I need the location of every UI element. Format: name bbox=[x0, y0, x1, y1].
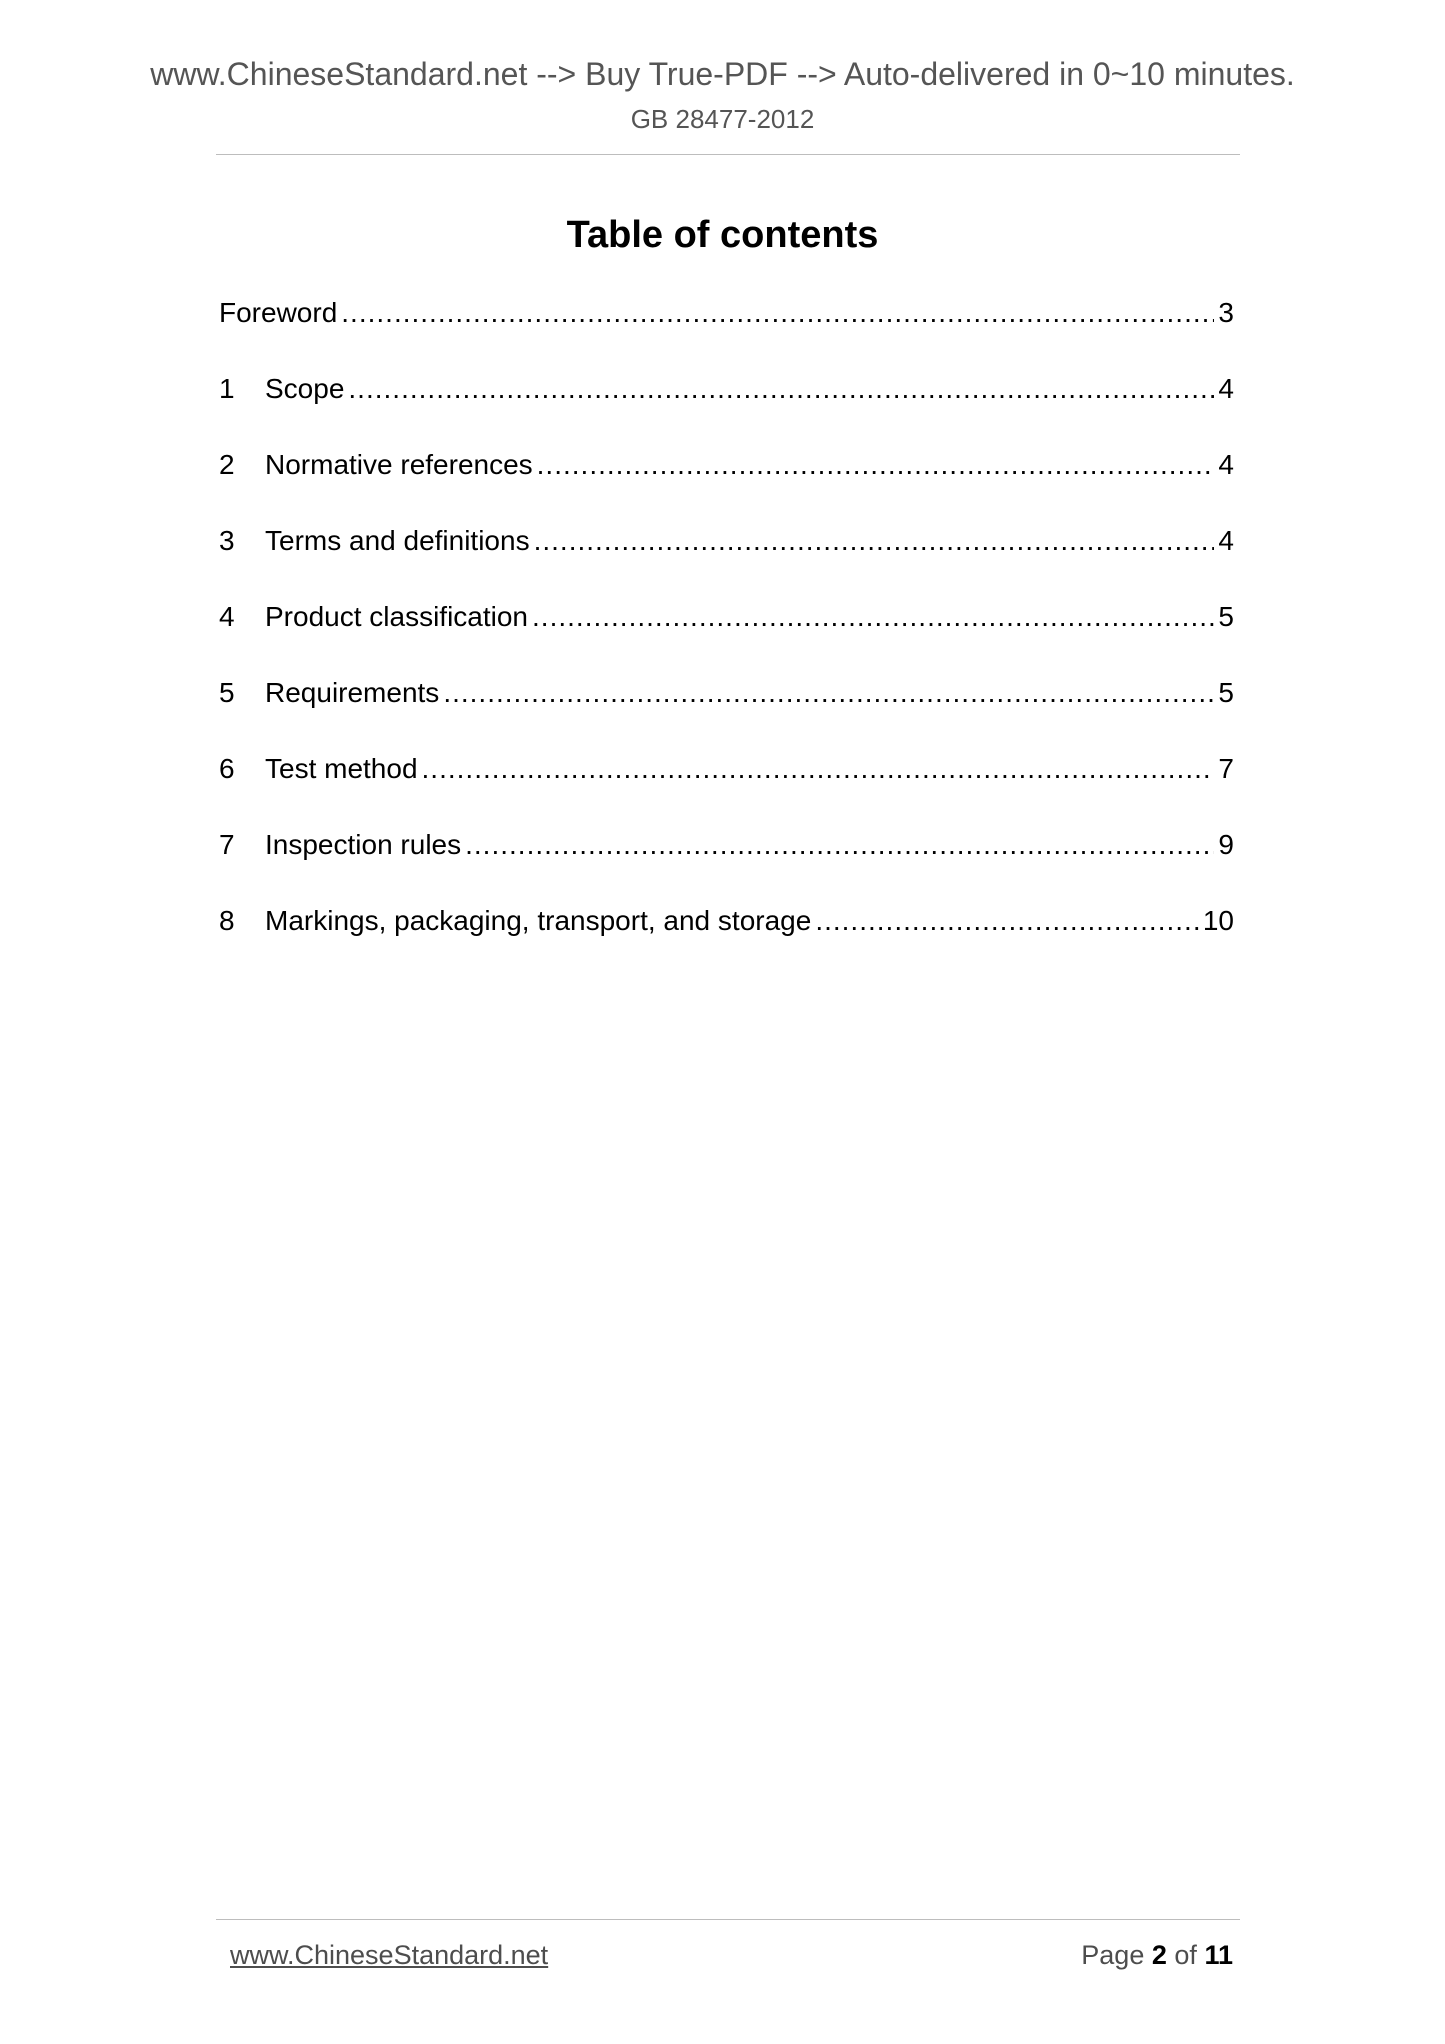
header-divider bbox=[216, 154, 1240, 155]
toc-leader-dots bbox=[534, 525, 1215, 557]
toc-entry-page: 9 bbox=[1218, 829, 1234, 860]
toc-entry-number: 3 bbox=[219, 525, 235, 556]
toc-entry-test-method[interactable] bbox=[219, 753, 1234, 793]
page-title: Table of contents bbox=[566, 214, 879, 256]
toc-leader-dots bbox=[815, 905, 1199, 937]
toc-entry-title: Foreword bbox=[219, 297, 338, 328]
toc-entry-title: Scope bbox=[265, 373, 345, 404]
toc-entry-page: 7 bbox=[1218, 753, 1234, 784]
toc-entry-number: 5 bbox=[219, 677, 235, 708]
page-label: Page bbox=[1081, 1940, 1145, 1970]
toc-leader-dots bbox=[443, 677, 1214, 709]
toc-leader-dots bbox=[341, 297, 1214, 329]
toc-entry-number: 1 bbox=[219, 373, 235, 404]
toc-entry-number: 6 bbox=[219, 753, 235, 784]
toc-leader-dots bbox=[348, 373, 1214, 405]
toc-entry-number: 8 bbox=[219, 905, 235, 936]
toc-entry-requirements[interactable] bbox=[219, 677, 1234, 717]
toc-entry-markings-packaging[interactable] bbox=[219, 905, 1234, 945]
toc-entry-page: 4 bbox=[1218, 373, 1234, 404]
toc-entry-foreword[interactable] bbox=[219, 297, 1234, 337]
toc-entry-page: 4 bbox=[1218, 525, 1234, 556]
toc-entry-title: Markings, packaging, transport, and storage bbox=[265, 905, 812, 936]
toc-leader-dots bbox=[532, 601, 1214, 633]
toc-entry-title: Inspection rules bbox=[265, 829, 462, 860]
toc-entry-title: Normative references bbox=[265, 449, 533, 480]
current-page: 2 bbox=[1151, 1940, 1167, 1970]
toc-entry-title: Product classification bbox=[265, 601, 529, 632]
header-banner: www.ChineseStandard.net --> Buy True-PDF --> Auto-delivered in 0~10 minutes. bbox=[150, 56, 1295, 92]
toc-leader-dots bbox=[465, 829, 1214, 861]
toc-entry-title: Test method bbox=[265, 753, 418, 784]
toc-entry-product-classification[interactable] bbox=[219, 601, 1234, 641]
toc-entry-scope[interactable] bbox=[219, 373, 1234, 413]
toc-entry-inspection-rules[interactable] bbox=[219, 829, 1234, 869]
toc-entry-number: 4 bbox=[219, 601, 235, 632]
toc-entry-terms-and-definitions[interactable] bbox=[219, 525, 1234, 565]
footer-divider bbox=[216, 1919, 1240, 1920]
toc-entry-normative-references[interactable] bbox=[219, 449, 1234, 489]
page-number bbox=[1081, 1940, 1233, 1971]
toc-entry-number: 7 bbox=[219, 829, 235, 860]
footer-website-link[interactable]: www.ChineseStandard.net bbox=[230, 1940, 549, 1970]
toc-entry-page: 10 bbox=[1202, 905, 1234, 936]
toc-entry-title: Requirements bbox=[265, 677, 440, 708]
toc-entry-title: Terms and definitions bbox=[265, 525, 530, 556]
toc-leader-dots bbox=[422, 753, 1215, 785]
toc-entry-page: 5 bbox=[1218, 601, 1234, 632]
toc-entry-number: 2 bbox=[219, 449, 235, 480]
toc-entry-page: 4 bbox=[1218, 449, 1234, 480]
of-label: of bbox=[1174, 1940, 1197, 1970]
toc-entry-page: 5 bbox=[1218, 677, 1234, 708]
toc-entry-page: 3 bbox=[1218, 297, 1234, 328]
total-pages: 11 bbox=[1204, 1940, 1233, 1970]
toc-leader-dots bbox=[537, 449, 1215, 481]
standard-code: GB 28477-2012 bbox=[630, 104, 815, 134]
